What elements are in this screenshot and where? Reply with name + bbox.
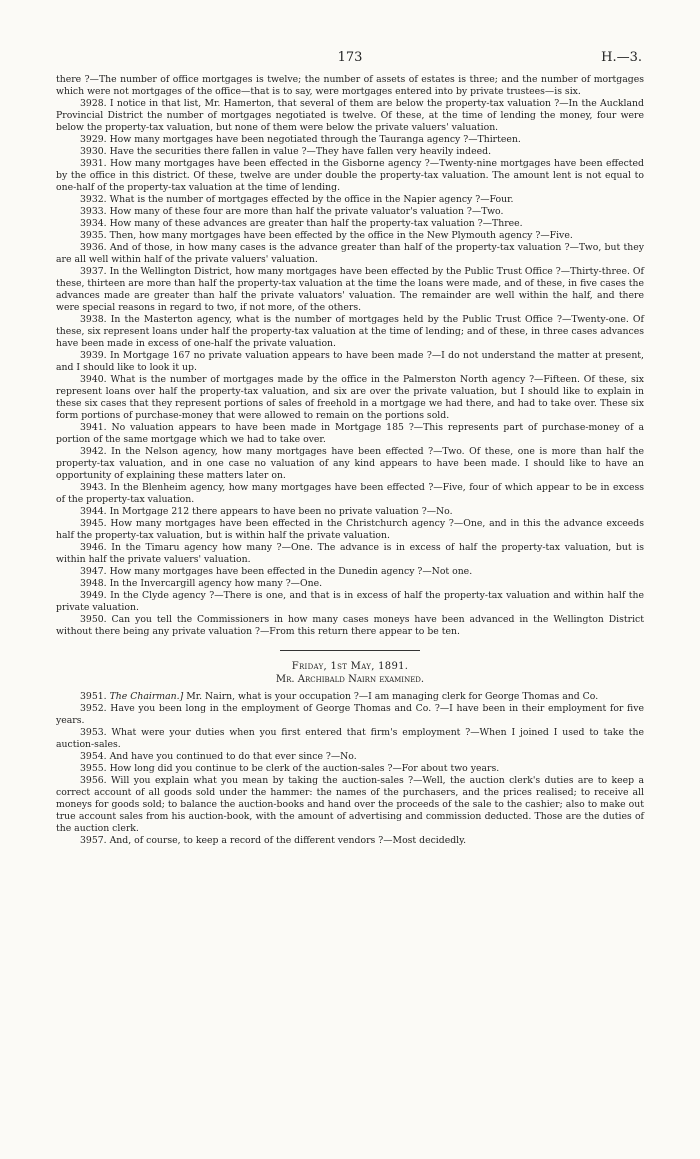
paragraph [56,691,644,703]
paragraph: 3952. Have you been long in the employment of George Thomas and Co. ?—I have been in their employment for five years. [56,703,644,726]
paragraph: 3930. Have the securities there fallen in value ?—They have fallen very heavily indeed. [80,146,492,157]
paragraph: 3933. How many of these four are more than half the private valuator's valuation ?—Two. [80,206,504,217]
paragraph: 3928. I notice in that list, Mr. Hamerton, that several of them are below the property-tax valuation ?—In the Auckland Provincial District the number of mortgages negotiated is twelve. Of these, at the time of lending the money, four were below the property-tax valuation, but none of them were below the private valuers' valuation. [56,98,644,133]
paragraph: 3939. In Mortgage 167 no private valuation appears to have been made ?—I do not understand the matter at present, and I should like to look it up. [56,350,644,373]
paragraph: 3937. In the Wellington District, how many mortgages have been effected by the Public Trust Office ?—Thirty-three. Of these, thirteen are more than half the property-tax valuation at the time the loans were made, and of these, in five cases the advances made are greater than half the private valuators' valuation. The remainder are well within the half, and there were special reasons in regard to two, if not more, of the others. [56,266,644,313]
paragraph: 3957. And, of course, to keep a record of the different vendors ?—Most decidedly. [80,835,467,846]
testimony-after [56,691,644,847]
paragraph: 3935. Then, how many mortgages have been effected by the office in the New Plymouth agency ?—Five. [80,230,573,241]
paragraph: 3944. In Mortgage 212 there appears to have been no private valuation ?—No. [80,506,453,517]
paragraph: 3929. How many mortgages have been negotiated through the Tauranga agency ?—Thirteen. [80,134,521,145]
witness-heading: Mr. Archibald Nairn examined. [275,674,425,685]
paragraph: 3953. What were your duties when you first entered that firm's employment ?—When I joined I used to take the auction-sales. [56,727,644,750]
paragraph: 3945. How many mortgages have been effected in the Christchurch agency ?—One, and in this the advance exceeds half the property-tax valuation, but is within half the private valuation. [56,518,644,541]
paragraph: 3938. In the Masterton agency, what is the number of mortgages held by the Public Trust Office ?—Twenty-one. Of these, six represent loans under half the property-tax valuation at the time of lending; and of these, in three cases advances have been made in excess of one-half the private valuation. [56,314,644,349]
question-text: Mr. Nairn, what is your occupation ?—I am managing clerk for George Thomas and Co. [183,691,599,702]
speaker-label: The Chairman.] [109,691,184,702]
paragraph: there ?—The number of office mortgages is twelve; the number of assets of estates is three; and the number of mortgages which were not mortgages of the office—that is to say, were mortgages entered into by private trustees—is six. [56,74,644,97]
page-number: 173 [337,50,363,65]
question-number: 3951. [80,691,107,702]
paragraph: 3931. How many mortgages have been effected in the Gisborne agency ?—Twenty-nine mortgages have been effected by the office in this district. Of these, twelve are under double the property-tax valuation. The amount lent is not equal to one-half of the property-tax valuation at the time of lending. [56,158,644,193]
paragraph: 3943. In the Blenheim agency, how many mortgages have been effected ?—Five, four of which appear to be in excess of the property-tax valuation. [56,482,644,505]
paragraph: 3942. In the Nelson agency, how many mortgages have been effected ?—Two. Of these, one is more than half the property-tax valuation, and in one case no valuation of any kind appears to have been made. I should like to have an opportunity of explaining these matters later on. [56,446,644,481]
paragraph: 3956. Will you explain what you mean by taking the auction-sales ?—Well, the auction clerk's duties are to keep a correct account of all goods sold under the hammer: the names of the purchasers, and the prices realised; to receive all moneys for goods sold; to balance the auction-books and hand over the proceeds of the sale to the cashier; also to make out true account sales from his auction-book, with the amount of advertising and commission deducted. Those are the duties of the auction clerk. [56,775,644,834]
paragraph: 3934. How many of these advances are greater than half the property-tax valuation ?—Three. [80,218,523,229]
paragraph: 3936. And of those, in how many cases is the advance greater than half of the property-tax valuation ?—Two, but they are all well within half of the private valuers' valuation. [56,242,644,265]
testimony-before [56,74,644,638]
section-divider [280,650,420,651]
paragraph: 3950. Can you tell the Commissioners in how many cases moneys have been advanced in the Wellington District without there being any private valuation ?—From this return there appear to be ten. [56,614,644,637]
paragraph: 3949. In the Clyde agency ?—There is one, and that is in excess of half the property-tax valuation and within half the private valuation. [56,590,644,613]
paragraph: 3941. No valuation appears to have been made in Mortgage 185 ?—This represents part of purchase-money of a portion of the same mortgage which we had to take over. [56,422,644,445]
paragraph: 3954. And have you continued to do that ever since ?—No. [80,751,357,762]
session-date: Friday, 1st May, 1891. [291,661,409,672]
paragraph: 3932. What is the number of mortgages effected by the office in the Napier agency ?—Four. [80,194,514,205]
paragraph: 3947. How many mortgages have been effected in the Dunedin agency ?—Not one. [80,566,473,577]
paragraph: 3948. In the Invercargill agency how many ?—One. [80,578,323,589]
paragraph: 3940. What is the number of mortgages made by the office in the Palmerston North agency ?—Fifteen. Of these, six represent loans over half the property-tax valuation, and six are over the private valuation, but I should like to explain in these six cases that they represent portions of sales of freehold in a mortgage we had there, and had to take over. These six form portions of purchase-money that were allowed to remain on the portions sold. [56,374,644,421]
paragraph: 3946. In the Timaru agency how many ?—One. The advance is in excess of half the property-tax valuation, but is within half the private valuers' valuation. [56,542,644,565]
document-reference: H.—3. [601,50,642,65]
paragraph: 3955. How long did you continue to be clerk of the auction-sales ?—For about two years. [80,763,500,774]
